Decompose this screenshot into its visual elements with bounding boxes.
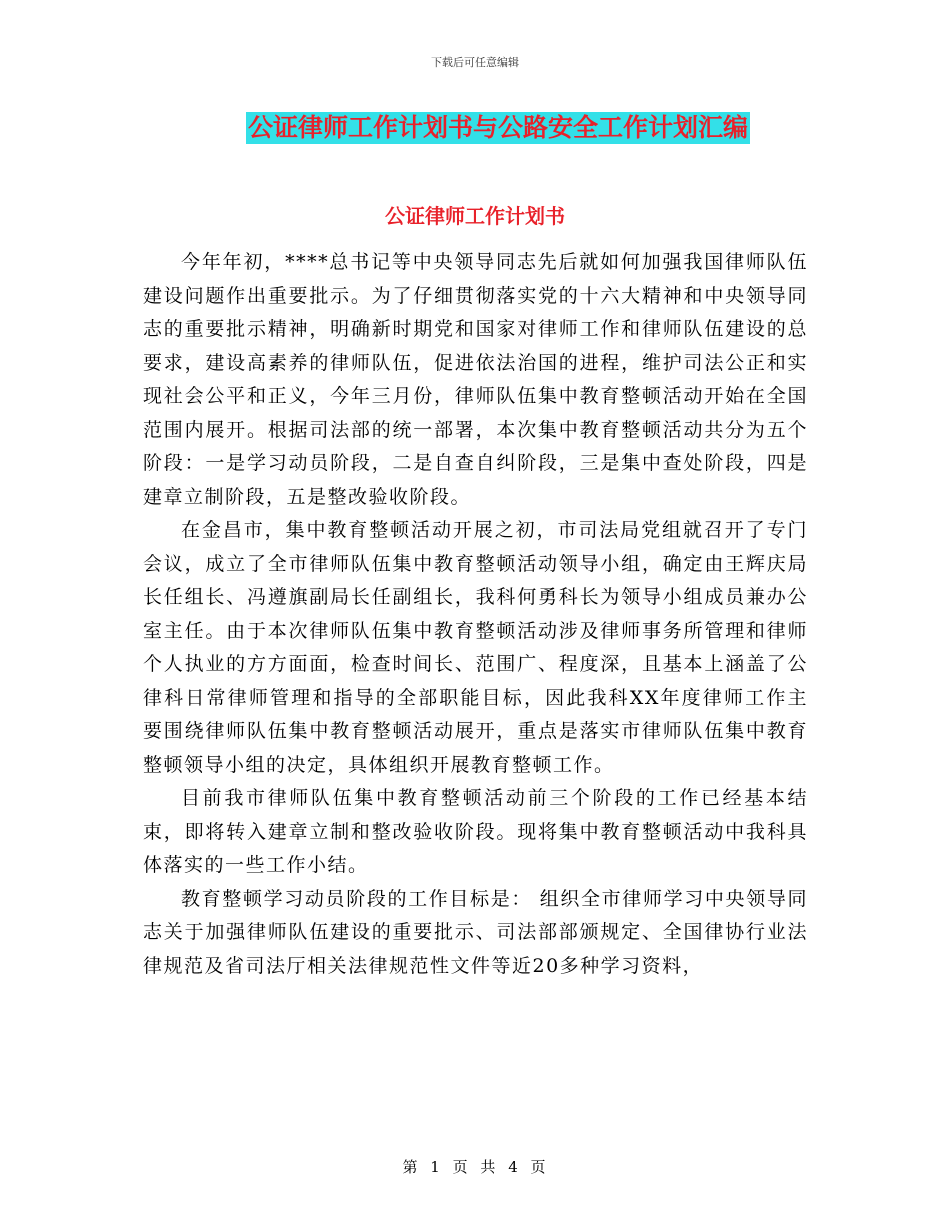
section-title: 公证律师工作计划书 — [385, 204, 565, 228]
page-number: 1 — [430, 1158, 442, 1176]
document-title: 公证律师工作计划书与公路安全工作计划汇编 — [247, 113, 748, 142]
paragraph: 教育整顿学习动员阶段的工作目标是： 组织全市律师学习中央领导同志关于加强律师队伍建设的重要批示、司法部部颁规定、全国律协行业法律规范及省司法厅相关法律规范性文件等近20多种学习资料， — [143, 887, 808, 977]
footer-prefix: 第 — [402, 1158, 420, 1176]
paragraph: 今年年初，****总书记等中央领导同志先后就如何加强我国律师队伍建设问题作出重要批示。为了仔细贯彻落实党的十六大精神和中央领导同志的重要批示精神，明确新时期党和国家对律师工作和律师队伍建设的总要求，建设高素养的律师队伍，促进依法治国的进程，维护司法公正和实现社会公平和正义，今年三月份，律师队伍集中教育整顿活动开始在全国范围内展开。根据司法部的统一部署，本次集中教育整顿活动共分为五个阶段：一是学习动员阶段，二是自查自纠阶段，三是集中查处阶段，四是建章立制阶段，五是整改验收阶段。 — [143, 251, 808, 508]
footer-mid: 页 — [452, 1158, 470, 1176]
page-total: 4 — [508, 1158, 520, 1176]
footer-suffix: 页 — [530, 1158, 548, 1176]
footer-total-prefix: 共 — [480, 1158, 498, 1176]
main-title-container — [0, 112, 950, 144]
paragraph: 在金昌市，集中教育整顿活动开展之初，市司法局党组就召开了专门会议，成立了全市律师队伍集中教育整顿活动领导小组，确定由王辉庆局长任组长、冯遵旗副局长任副组长，我科何勇科长为领导小组成员兼办公室主任。由于本次律师队伍集中教育整顿活动涉及律师事务所管理和律师个人执业的方方面面，检查时间长、范围广、程度深，且基本上涵盖了公律科日常律师管理和指导的全部职能目标，因此我科XX年度律师工作主要围绕律师队伍集中教育整顿活动展开，重点是落实市律师队伍集中教育整顿领导小组的决定，具体组织开展教育整顿工作。 — [143, 519, 808, 776]
header-note: 下载后可任意编辑 — [431, 56, 519, 69]
page-footer — [0, 1156, 950, 1177]
paragraph: 目前我市律师队伍集中教育整顿活动前三个阶段的工作已经基本结束，即将转入建章立制和整改验收阶段。现将集中教育整顿活动中我科具体落实的一些工作小结。 — [143, 787, 808, 876]
document-body — [143, 246, 808, 983]
